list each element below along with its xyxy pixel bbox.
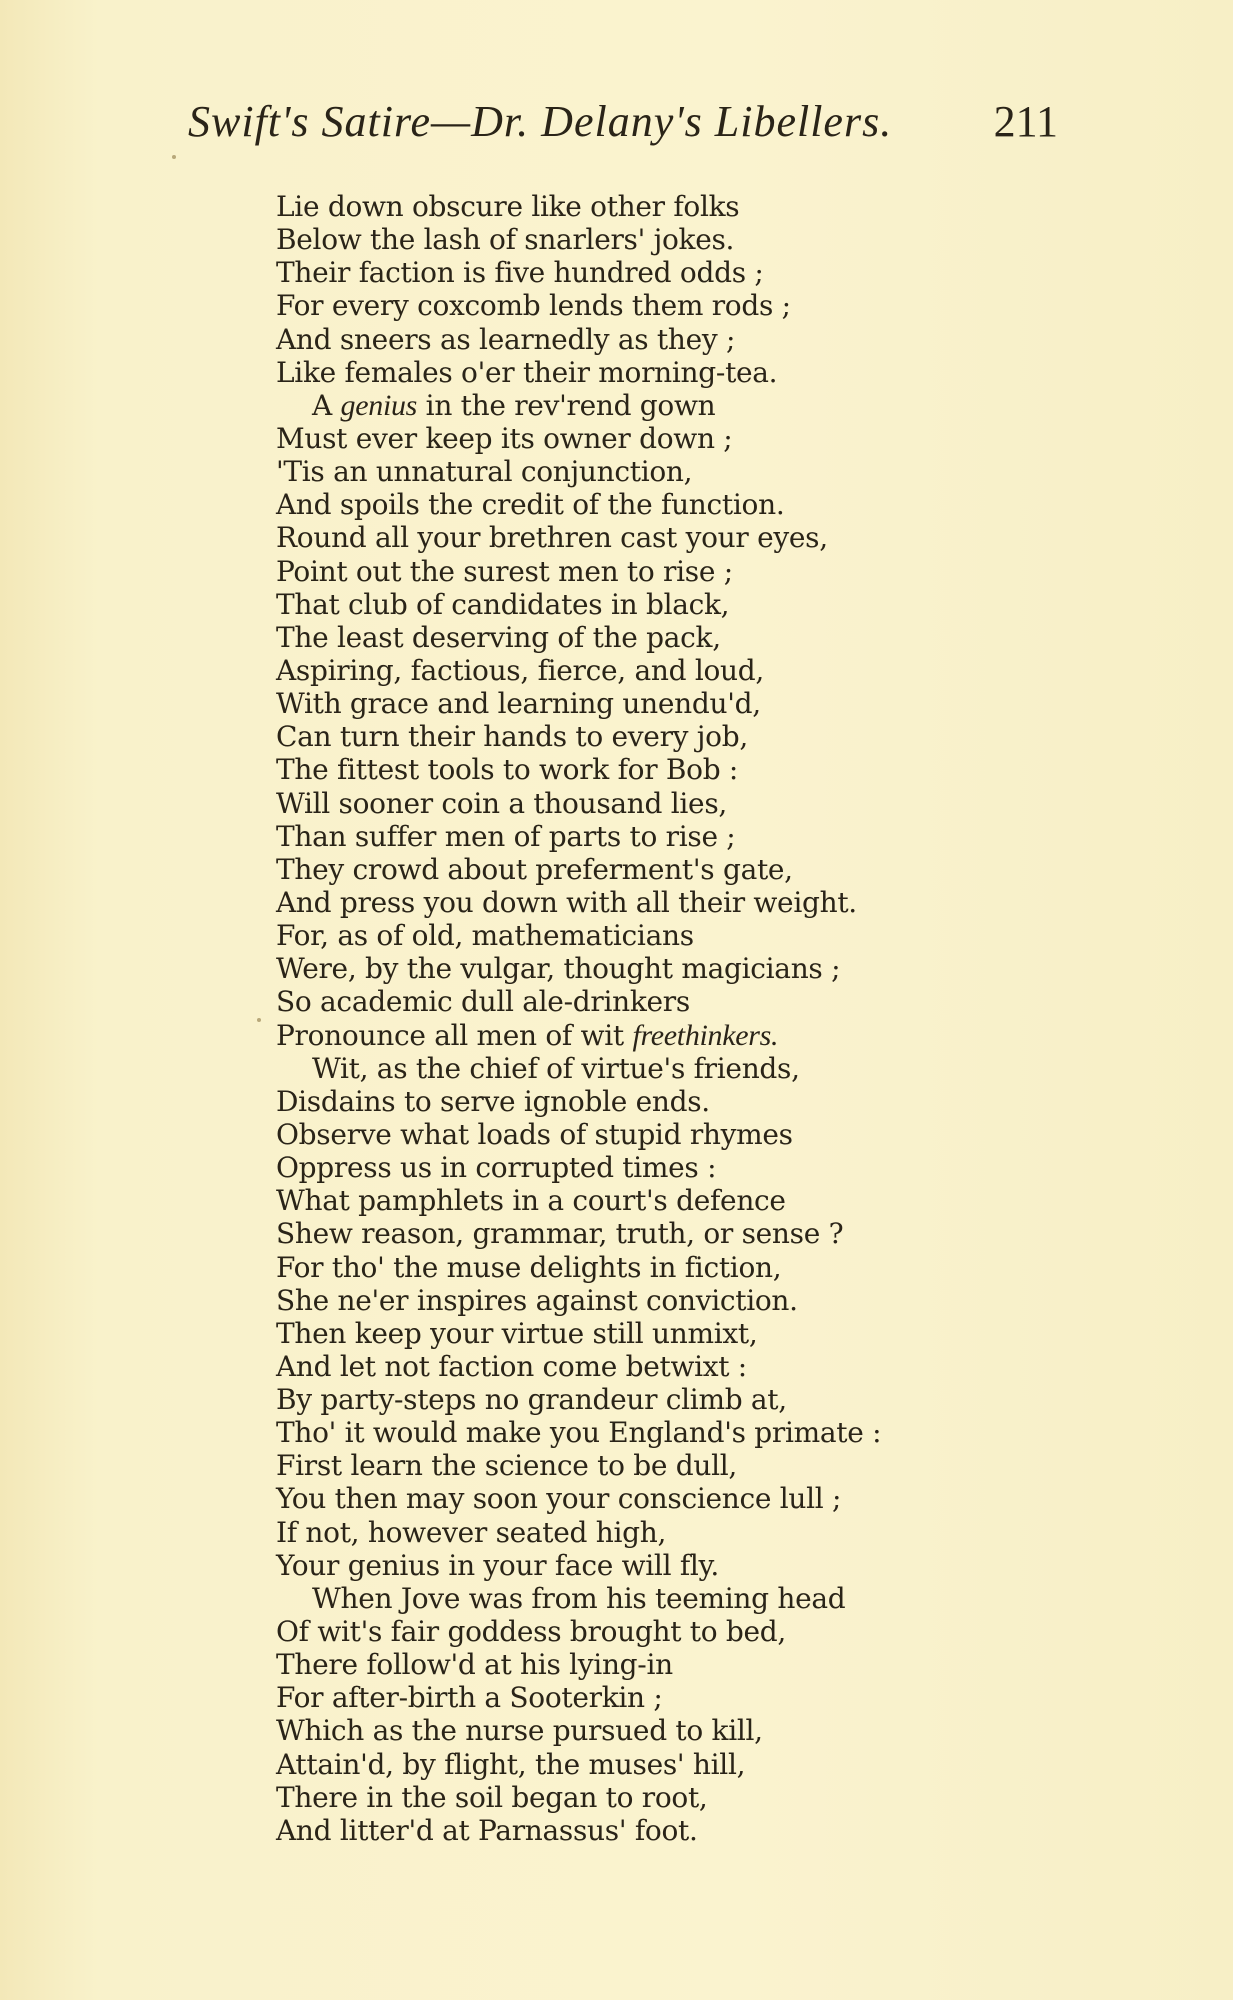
line-text: Attain'd, by flight, the muses' hill,: [276, 1747, 746, 1781]
line-text: For tho' the muse delights in fiction,: [276, 1250, 782, 1284]
poem-line: [276, 289, 976, 322]
poem-line: [276, 488, 976, 521]
line-text: Observe what loads of stupid rhymes: [276, 1117, 793, 1151]
poem-line: [276, 1118, 976, 1151]
line-text: Were, by the vulgar, thought magicians ;: [276, 952, 841, 986]
poem-line: [276, 853, 976, 886]
line-text: If not, however seated high,: [276, 1515, 667, 1549]
line-text: Point out the surest men to rise ;: [276, 554, 733, 588]
poem-line: [276, 1814, 976, 1847]
line-text: in the rev'rend gown: [417, 388, 716, 422]
poem-line: [276, 323, 976, 356]
poem-line: [276, 1781, 976, 1814]
poem-line: [276, 1416, 976, 1449]
poem-line: [276, 1251, 976, 1284]
poem-line: [276, 1549, 976, 1582]
line-text: Must ever keep its owner down ;: [276, 421, 733, 455]
line-text: And sneers as learnedly as they ;: [276, 322, 736, 356]
line-text: By party-steps no grandeur climb at,: [276, 1383, 787, 1417]
poem-line: [276, 521, 976, 554]
italic-word: freethinkers.: [632, 1018, 779, 1052]
poem-line: [276, 1052, 976, 1085]
poem-line: [276, 1516, 976, 1549]
line-text: For every coxcomb lends them rods ;: [276, 289, 791, 323]
line-text: When Jove was from his teeming head: [312, 1581, 846, 1615]
poem-line: [276, 356, 976, 389]
line-text: Tho' it would make you England's primate :: [276, 1416, 882, 1450]
line-text: A: [312, 388, 341, 422]
line-text: Than suffer men of parts to rise ;: [276, 819, 736, 853]
poem-line: [276, 1648, 976, 1681]
poem-line: [276, 422, 976, 455]
line-text: Their faction is five hundred odds ;: [276, 256, 764, 290]
poem-line: [276, 720, 976, 753]
line-text: Then keep your virtue still unmixt,: [276, 1316, 758, 1350]
running-title: Swift's Satire—Dr. Delany's Libellers.: [188, 97, 893, 146]
line-text: 'Tis an unnatural conjunction,: [276, 455, 693, 489]
poem-line: [276, 654, 976, 687]
poem: [276, 190, 976, 1847]
line-text: You then may soon your conscience lull ;: [276, 1482, 842, 1516]
line-text: Below the lash of snarlers' jokes.: [276, 223, 735, 257]
page-number: 211: [993, 97, 1058, 146]
poem-line: [276, 1449, 976, 1482]
line-text: That club of candidates in black,: [276, 587, 730, 621]
paper-speck: [172, 155, 176, 159]
poem-line: [276, 919, 976, 952]
line-text: For, as of old, mathematicians: [276, 919, 694, 953]
poem-line: [276, 190, 976, 223]
line-text: And let not faction come betwixt :: [276, 1349, 747, 1383]
line-text: What pamphlets in a court's defence: [276, 1184, 786, 1218]
poem-line: [276, 1151, 976, 1184]
poem-line: [276, 687, 976, 720]
line-text: The least deserving of the pack,: [276, 620, 721, 654]
poem-line: [276, 1681, 976, 1714]
poem-line: [276, 1184, 976, 1217]
line-text: And litter'd at Parnassus' foot.: [276, 1813, 698, 1847]
line-text: Which as the nurse pursued to kill,: [276, 1714, 763, 1748]
line-text: Will sooner coin a thousand lies,: [276, 786, 727, 820]
line-text: She ne'er inspires against conviction.: [276, 1283, 798, 1317]
line-text: For after-birth a Sooterkin ;: [276, 1681, 663, 1715]
poem-line: [276, 588, 976, 621]
italic-word: genius: [340, 388, 418, 422]
poem-line: [276, 1383, 976, 1416]
line-text: Disdains to serve ignoble ends.: [276, 1084, 710, 1118]
poem-line: [276, 952, 976, 985]
poem-line: [276, 787, 976, 820]
line-text: The fittest tools to work for Bob :: [276, 753, 739, 787]
poem-line: [276, 985, 976, 1018]
line-text: So academic dull ale-drinkers: [276, 985, 690, 1019]
poem-line: [276, 455, 976, 488]
paper-speck: [257, 1018, 261, 1022]
poem-line: [276, 621, 976, 654]
line-text: And press you down with all their weight.: [276, 885, 857, 919]
line-text: Lie down obscure like other folks: [276, 190, 740, 223]
poem-line: [276, 256, 976, 289]
line-text: Oppress us in corrupted times :: [276, 1151, 717, 1185]
line-text: And spoils the credit of the function.: [276, 488, 785, 522]
line-text: Pronounce all men of wit: [276, 1018, 633, 1052]
poem-line: [276, 753, 976, 786]
line-text: Like females o'er their morning-tea.: [276, 355, 778, 389]
poem-line: [276, 1714, 976, 1747]
poem-line: [276, 820, 976, 853]
line-text: There in the soil began to root,: [276, 1780, 708, 1814]
poem-line: [276, 1217, 976, 1250]
line-text: Shew reason, grammar, truth, or sense ?: [276, 1217, 844, 1251]
line-text: First learn the science to be dull,: [276, 1449, 738, 1483]
line-text: Wit, as the chief of virtue's friends,: [312, 1051, 800, 1085]
line-text: Aspiring, factious, fierce, and loud,: [276, 653, 765, 687]
poem-line: [276, 1085, 976, 1118]
poem-line: [276, 1350, 976, 1383]
poem-line: [276, 1582, 976, 1615]
poem-line: [276, 1317, 976, 1350]
poem-line: [276, 886, 976, 919]
poem-line: [276, 1482, 976, 1515]
line-text: Round all your brethren cast your eyes,: [276, 521, 828, 555]
poem-line: [276, 1748, 976, 1781]
line-text: Can turn their hands to every job,: [276, 720, 748, 754]
poem-line: [276, 389, 976, 422]
poem-line: [276, 223, 976, 256]
line-text: With grace and learning unendu'd,: [276, 687, 761, 721]
line-text: Your genius in your face will fly.: [276, 1548, 719, 1582]
running-head: [188, 96, 1058, 156]
poem-line: [276, 1615, 976, 1648]
poem-line: [276, 1019, 976, 1052]
line-text: Of wit's fair goddess brought to bed,: [276, 1615, 787, 1649]
line-text: They crowd about preferment's gate,: [276, 852, 793, 886]
poem-line: [276, 555, 976, 588]
poem-line: [276, 1284, 976, 1317]
line-text: There follow'd at his lying-in: [276, 1648, 673, 1682]
